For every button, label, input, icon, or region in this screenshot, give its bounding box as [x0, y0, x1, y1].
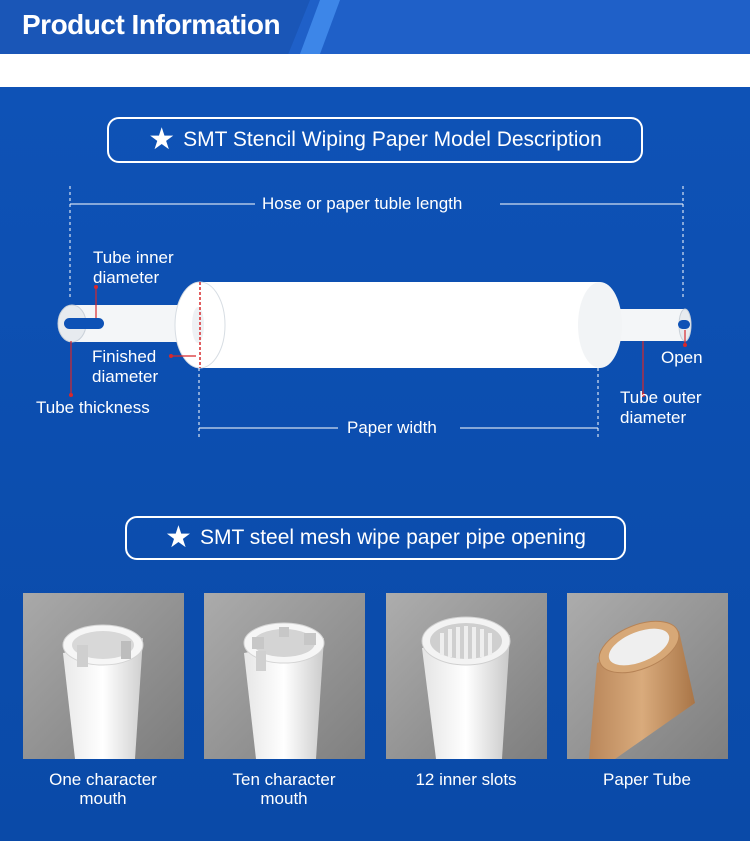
section-heading-pipe-opening — [125, 516, 626, 560]
star-icon: ★ — [148, 123, 176, 156]
caption-12-inner-slots: 12 inner slots — [415, 770, 517, 789]
paper-roll — [200, 282, 600, 368]
caption-one-character-mouth: One character mouth — [49, 770, 157, 808]
section-heading-text: SMT steel mesh wipe paper pipe opening — [199, 526, 586, 549]
photo-ten-character-mouth — [204, 593, 365, 759]
section-heading-text: SMT Stencil Wiping Paper Model Description — [183, 128, 602, 151]
label-paper-width: Paper width — [347, 418, 437, 437]
caption-paper-tube: Paper Tube — [603, 770, 691, 789]
photo-one-character-mouth — [23, 593, 184, 759]
photo-12-inner-slots — [386, 593, 547, 759]
page-title: Product Information — [22, 9, 281, 40]
star-icon: ★ — [165, 521, 192, 554]
photo-paper-tube — [567, 593, 728, 759]
label-inner-diameter: Tube inner diameter — [93, 248, 174, 287]
label-open: Open — [661, 348, 703, 367]
label-finished-diameter: Finished diameter — [92, 347, 159, 386]
label-tube-length: Hose or paper tuble length — [262, 194, 463, 213]
label-tube-thickness: Tube thickness — [36, 398, 150, 417]
caption-ten-character-mouth: Ten character mouth — [232, 770, 336, 808]
label-outer-diameter: Tube outer diameter — [620, 388, 702, 427]
